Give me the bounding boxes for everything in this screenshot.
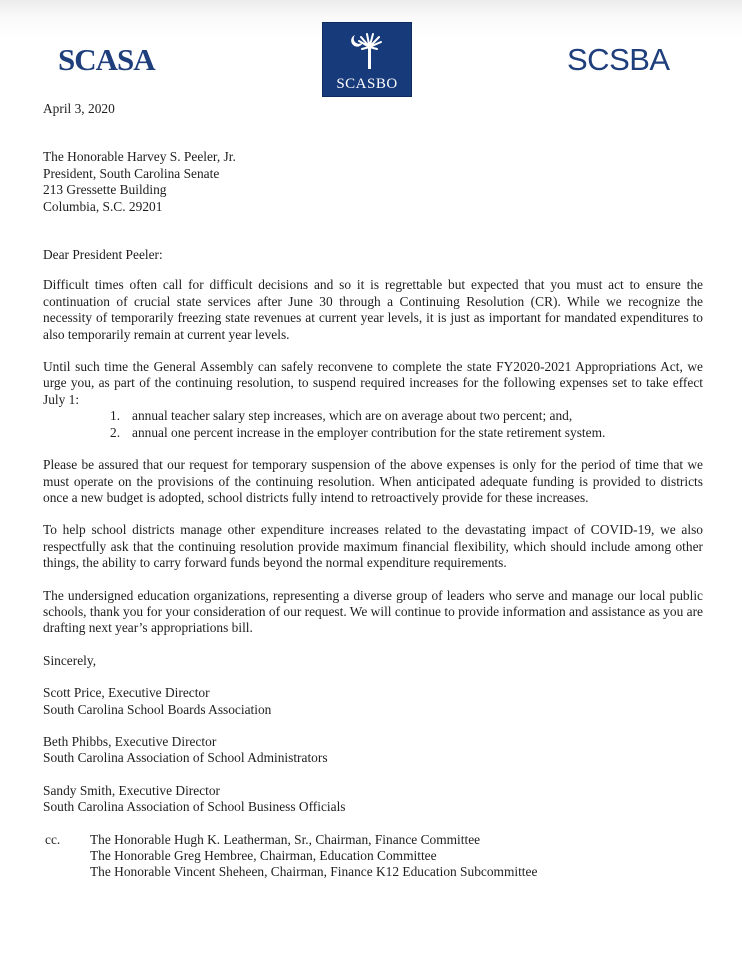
scasa-logo [58,42,155,78]
recipient-address [43,149,703,215]
scasbo-logo [322,22,412,97]
recipient-line: Columbia, S.C. 29201 [43,198,163,214]
list-number: 2. [110,424,121,440]
signature-block [43,685,703,718]
letter-body [43,101,703,881]
scsba-logo [567,42,670,78]
cc-recipient: The Honorable Hugh K. Leatherman, Sr., Chairman, Finance Committee [90,831,481,847]
list-number: 1. [110,408,121,424]
closing: Sincerely, [43,652,97,668]
signatory-name-title: Beth Phibbs, Executive Director [43,733,217,749]
list-text: annual one percent increase in the employer contribution for the state retirement system. [132,424,606,440]
recipient-line: The Honorable Harvey S. Peeler, Jr. [43,149,236,165]
list-text: annual teacher salary step increases, which are on average about two percent; and, [132,408,573,424]
signature-block [43,783,703,816]
signature-block [43,734,703,767]
paragraph: Until such time the General Assembly can safely reconvene to complete the state FY2020-2021 Appropriations Act, we urge you, as part of the continuing resolution, to suspend required increases for the following expenses set to take effect July 1: [43,359,703,407]
paragraph: To help school districts manage other expenditure increases related to the devastating impact of COVID-19, we also respectfully ask that the continuing resolution provide maximum financial flexibility, which should include among other things, the ability to carry forward funds beyond the normal expenditure requirements. [43,522,703,571]
signatory-org: South Carolina Association of School Administrators [43,750,328,766]
scasbo-logo-text: SCASBO [336,76,398,92]
cc-label: cc. [45,831,61,847]
cc-block [43,832,703,881]
letter-date: April 3, 2020 [43,101,115,116]
recipient-line: President, South Carolina Senate [43,165,220,181]
cc-recipient: The Honorable Vincent Sheheen, Chairman, Finance K12 Education Subcommittee [90,864,538,880]
palmetto-moon-icon [347,29,387,71]
paragraph: The undersigned education organizations, representing a diverse group of leaders who serve and manage our local public schools, thank you for your consideration of our request. We will continue to provide information and assistance as you are drafting next year’s appropriations bill. [43,587,703,636]
request-list [43,408,703,441]
scsba-logo-text: SCSBA [567,42,670,77]
signatory-org: South Carolina School Boards Association [43,701,272,717]
list-item [110,408,703,424]
cc-list [90,832,537,881]
cc-recipient: The Honorable Greg Hembree, Chairman, Education Committee [90,848,437,863]
signatory-org: South Carolina Association of School Business Officials [43,799,346,815]
list-item [110,425,703,441]
scasa-logo-text: SCASA [58,42,155,77]
recipient-line: 213 Gressette Building [43,182,167,198]
paragraph: Difficult times often call for difficult decisions and so it is regrettable but expected that you must act to ensure the continuation of crucial state services after June 30 through a Continuing Resolution (CR). While we recognize the necessity of temporarily freezing state revenues at current year levels, it is just as important for mandated expenditures to also temporarily remain at current year levels. [43,277,703,342]
paragraph: Please be assured that our request for temporary suspension of the above expenses is only for the period of time that we must operate on the provisions of the continuing resolution. When anticipated adequate funding is provided to districts once a new budget is adopted, school districts fully intend to retroactively provide for these increases. [43,457,703,505]
signatory-name-title: Sandy Smith, Executive Director [43,782,221,798]
signatory-name-title: Scott Price, Executive Director [43,685,210,701]
salutation: Dear President Peeler: [43,247,163,263]
